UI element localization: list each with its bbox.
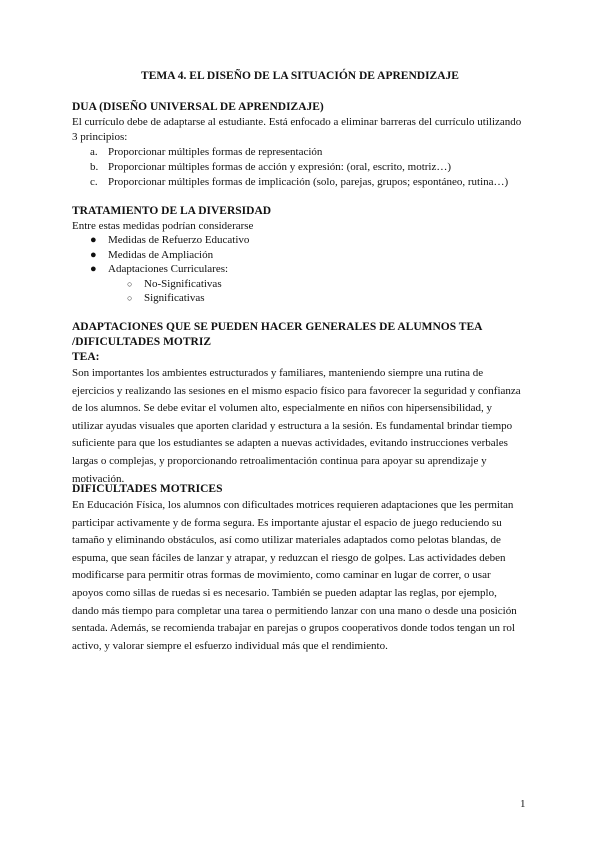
list-item xyxy=(72,262,532,277)
paragraph-line: ejercicios y realizando las sesiones en el mismo espacio físico para favorecer la seguridad y confianza xyxy=(72,384,521,397)
paragraph-line: El currículo debe de adaptarse al estudiante. Está enfocado a eliminar barreras del currículo utilizando xyxy=(72,116,522,128)
paragraph-line: utilizar ayudas visuales que aporten claridad y estructura a la sesión. Es fundamental brindar tiempo xyxy=(72,419,513,432)
sub-list-item xyxy=(72,291,532,306)
page-title: TEMA 4. EL DISEÑO DE LA SITUACIÓN DE APRENDIZAJE xyxy=(141,70,459,82)
tea-heading: TEA: xyxy=(72,351,100,363)
paragraph-line: suficiente para que los estudiantes se adapten a nuevas actividades, evitando instrucciones verbales xyxy=(72,437,508,450)
bullet-icon: ● xyxy=(90,248,97,261)
list-marker: b. xyxy=(90,161,99,173)
list-item-text: Medidas de Ampliación xyxy=(108,248,214,261)
paragraph-line: dando más tiempo para completar una tarea o permitiendo lanzar con una mano o desde una posición xyxy=(72,604,517,617)
list-item-text: Proporcionar múltiples formas de implicación (solo, parejas, grupos; espontáneo, rutina…) xyxy=(108,176,509,188)
paragraph-line: 3 principios: xyxy=(72,131,128,143)
paragraph-line: participar activamente y de forma segura. Es importante ajustar el espacio de juego reduciendo su xyxy=(72,516,502,529)
paragraph-line: largas o complejas, y proporcionando retroalimentación continua para apoyar su aprendizaje y xyxy=(72,454,487,467)
list-item xyxy=(72,175,532,190)
paragraph-line: motivación. xyxy=(72,472,125,485)
paragraph-line: Son importantes los ambientes estructurados y familiares, manteniendo siempre una rutina de xyxy=(72,367,484,379)
list-item-text: Medidas de Refuerzo Educativo xyxy=(108,234,250,246)
sub-list-item xyxy=(72,277,532,292)
list-item-text: Proporcionar múltiples formas de acción y expresión: (oral, escrito, motriz…) xyxy=(108,161,452,173)
diversidad-heading: TRATAMIENTO DE LA DIVERSIDAD xyxy=(72,205,272,217)
list-item xyxy=(72,233,532,248)
list-marker: a. xyxy=(90,146,98,158)
list-item-text: Adaptaciones Curriculares: xyxy=(108,263,229,275)
motrices-section xyxy=(72,482,532,655)
paragraph-line: espuma, que sean fáciles de lanzar y atrapar, y reduzcan el riesgo de golpes. Las actividades deben xyxy=(72,551,506,564)
dua-section xyxy=(72,100,532,190)
adaptaciones-heading: ADAPTACIONES QUE SE PUEDEN HACER GENERALES DE ALUMNOS TEA xyxy=(72,321,483,333)
list-item-text: Proporcionar múltiples formas de representación xyxy=(108,146,323,158)
paragraph-line: tamaño y eliminando obstáculos, así como utilizar materiales adaptados como pelotas blandas, de xyxy=(72,534,501,547)
adaptaciones-heading: /DIFICULTADES MOTRIZ xyxy=(72,336,211,348)
circle-bullet-icon: ○ xyxy=(127,293,133,303)
list-item xyxy=(72,248,532,263)
bullet-icon: ● xyxy=(90,263,97,275)
paragraph-line: activo, y valorar siempre el esfuerzo individual más que el rendimiento. xyxy=(72,639,388,652)
list-item xyxy=(72,160,532,175)
list-item-text: Significativas xyxy=(144,292,205,304)
circle-bullet-icon: ○ xyxy=(127,278,133,289)
paragraph-line: de los alumnos. Se debe evitar el volumen alto, especialmente en niños con hipersensibilidad, y xyxy=(72,402,493,415)
paragraph-line: En Educación Física, los alumnos con dificultades motrices requieren adaptaciones que les permitan xyxy=(72,499,514,511)
list-marker: c. xyxy=(90,176,98,188)
paragraph-line: apoyos como sillas de ruedas si es necesario. También se pueden adaptar las reglas, por ejemplo, xyxy=(72,586,497,599)
page-number: 1 xyxy=(520,798,526,810)
motrices-heading: DIFICULTADES MOTRICES xyxy=(72,483,223,495)
bullet-icon: ● xyxy=(90,234,97,246)
dua-heading: DUA (DISEÑO UNIVERSAL DE APRENDIZAJE) xyxy=(72,101,324,113)
diversidad-intro: Entre estas medidas podrían considerarse xyxy=(72,219,254,232)
list-item-text: No-Significativas xyxy=(144,277,222,290)
paragraph-line: sentada. Además, se recomienda trabajar en parejas o grupos cooperativos donde todos tengan un rol xyxy=(72,622,515,635)
paragraph-line: modificarse para permitir otras formas de movimiento, como caminar en lugar de correr, o usar xyxy=(72,569,491,582)
diversidad-section xyxy=(72,204,532,306)
list-item xyxy=(72,145,532,160)
adaptaciones-section xyxy=(72,320,532,488)
